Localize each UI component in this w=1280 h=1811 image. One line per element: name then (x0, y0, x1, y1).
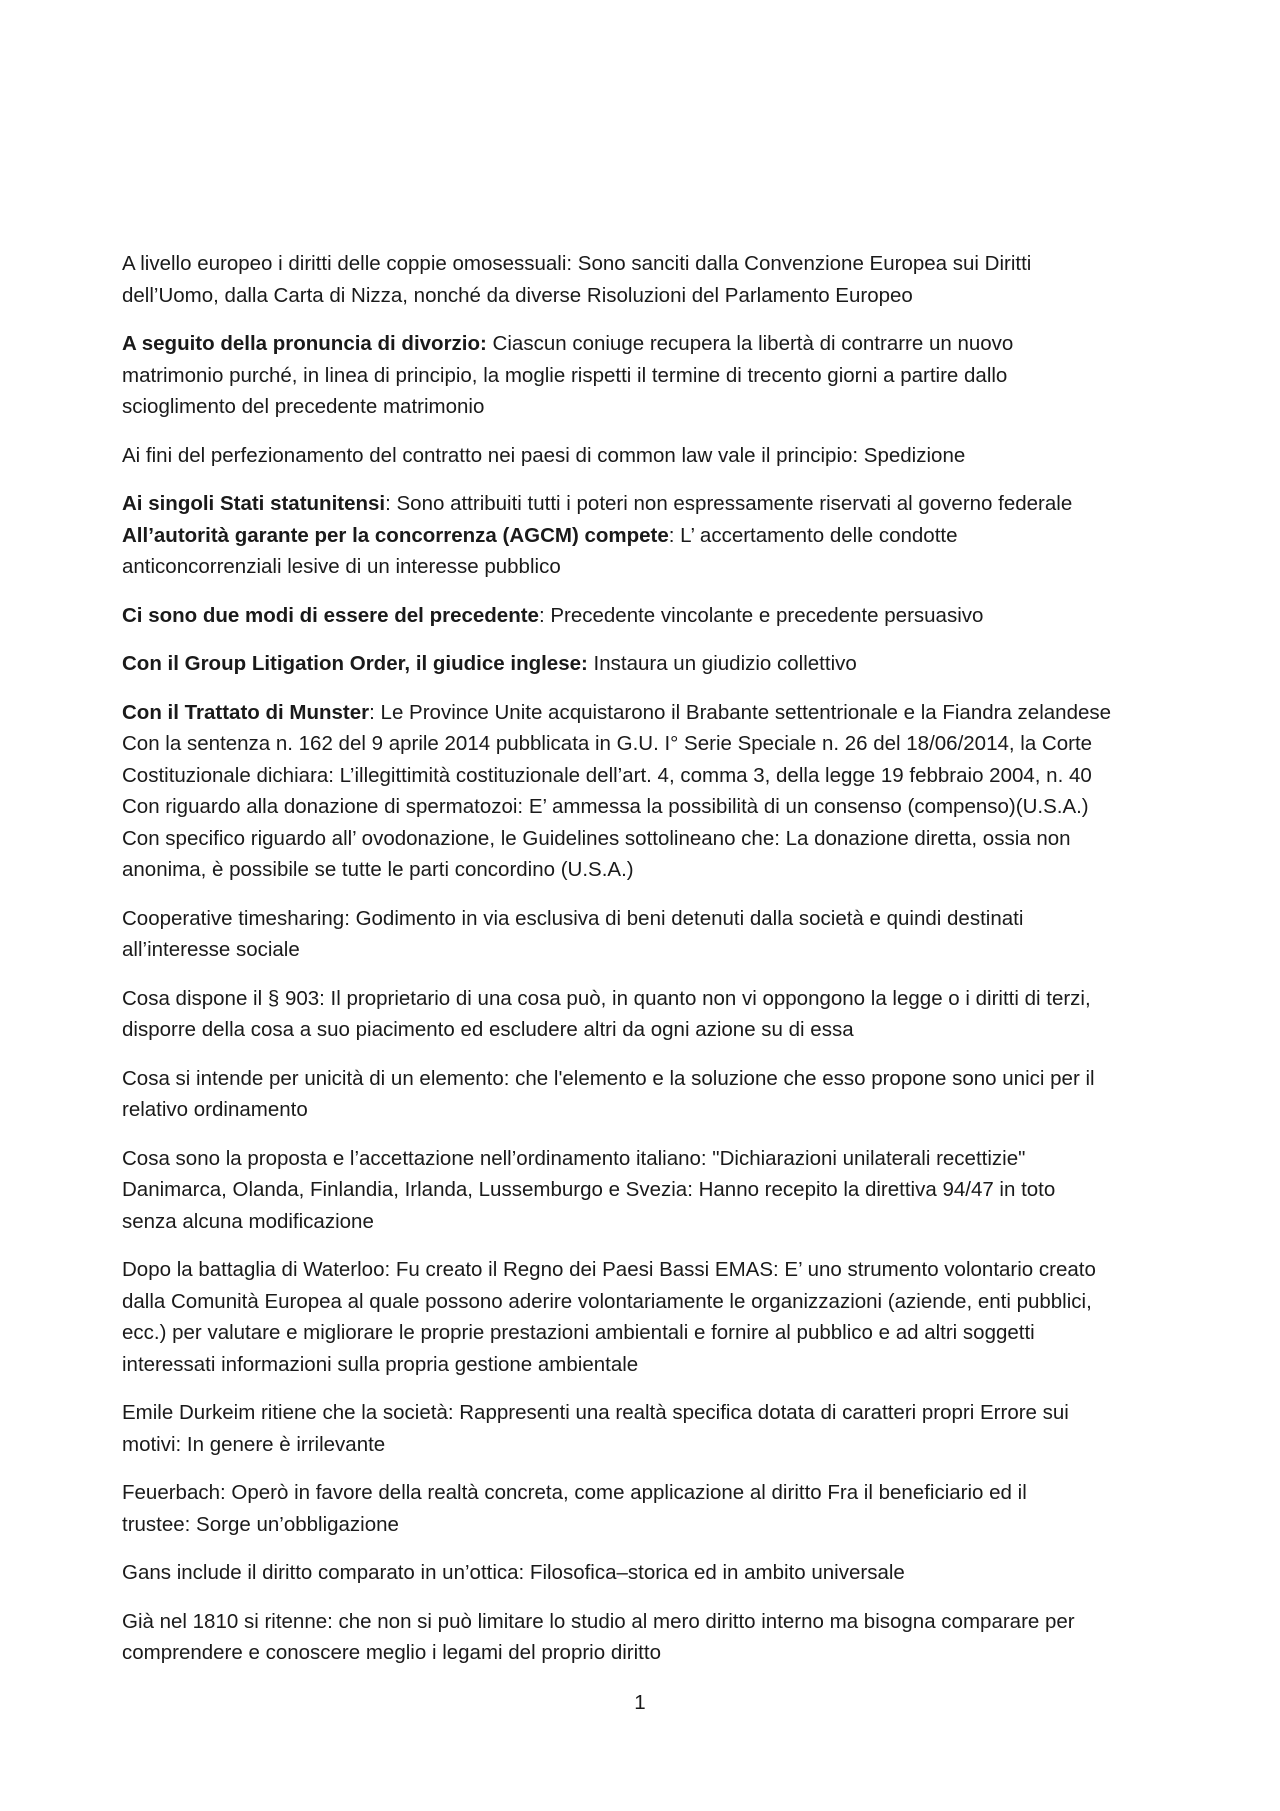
definition-text: : Precedente vincolante e precedente persuasivo (538, 603, 984, 627)
text-line: dell’Uomo, dalla Carta di Nizza, nonché da diverse Risoluzioni del Parlamento Europeo (122, 283, 913, 307)
paragraph-paragrafo-903 (122, 983, 1162, 1046)
text-line (122, 520, 1162, 552)
document-body (122, 248, 1162, 1686)
text-line: scioglimento del precedente matrimonio (122, 395, 485, 418)
text-line: matrimonio purché, in linea di principio, la moglie rispetti il termine di trecento giorni a partire dallo (122, 363, 1008, 387)
text-line: Con riguardo alla donazione di spermatozoi: E’ ammessa la possibilità di un consenso (compenso)(U.S.A.) (122, 795, 1089, 818)
bold-term: All’autorità garante per la concorrenza (AGCM) compete (122, 523, 669, 547)
bold-term: Ci sono due modi di essere del precedente (122, 603, 539, 627)
text-line: anonima, è possibile se tutte le parti concordino (U.S.A.) (122, 858, 634, 881)
text-line: disporre della cosa a suo piacimento ed escludere altri da ogni azione su di essa (122, 1018, 854, 1041)
text-line (122, 328, 1162, 360)
text-line: Con la sentenza n. 162 del 9 aprile 2014 pubblicata in G.U. I° Serie Speciale n. 26 del 18/06/2014, la Corte (122, 732, 1093, 755)
text-line: Gans include il diritto comparato in un’ottica: Filosofica–storica ed in ambito universale (122, 1561, 905, 1584)
text-line: interessati informazioni sulla propria gestione ambientale (122, 1352, 639, 1376)
paragraph-1810 (122, 1606, 1162, 1669)
text-line: Costituzionale dichiara: L’illegittimità costituzionale dell’art. 4, comma 3, della legge 19 febbraio 2004, n. 40 (122, 763, 1092, 787)
bold-term: Con il Group Litigation Order, il giudice inglese: (122, 652, 588, 675)
text-line: Con specifico riguardo all’ ovodonazione, le Guidelines sottolineano che: La donazione diretta, ossia non (122, 826, 1071, 850)
text-line: Cosa dispone il § 903: Il proprietario di una cosa può, in quanto non vi oppongono la legge o i diritti di terzi, (122, 986, 1091, 1010)
bold-term: A seguito della pronuncia di divorzio: (122, 332, 487, 355)
text-line: trustee: Sorge un’obbligazione (122, 1512, 399, 1536)
text-line: motivi: In genere è irrilevante (122, 1432, 386, 1456)
text-line: Già nel 1810 si ritenne: che non si può limitare lo studio al mero diritto interno ma bisogna comparare per (122, 1609, 1075, 1633)
paragraph-cooperative-timesharing (122, 903, 1162, 966)
page-number: 1 (634, 1691, 646, 1714)
paragraph-stati-statunitensi (122, 488, 1162, 520)
bold-term: Con il Trattato di Munster (122, 700, 370, 724)
definition-text: : Le Province Unite acquistarono il Brabante settentrionale e la Fiandra zelandese (369, 700, 1112, 724)
text-line: relativo ordinamento (122, 1098, 308, 1121)
paragraph-divorzio (122, 328, 1162, 423)
paragraph-common-law (122, 440, 1162, 472)
paragraph-trattato-munster (122, 697, 1162, 886)
text-line: Dopo la battaglia di Waterloo: Fu creato il Regno dei Paesi Bassi EMAS: E’ uno strumento volontario creato (122, 1258, 1096, 1281)
text-line: senza alcuna modificazione (122, 1209, 374, 1233)
text-line: Cosa si intende per unicità di un elemento: che l'elemento e la soluzione che esso propone sono unici per il (122, 1066, 1095, 1090)
text-line: ecc.) per valutare e migliorare le proprie prestazioni ambientali e fornire al pubblico e ad altri soggetti (122, 1321, 1035, 1344)
definition-text: : Sono attribuiti tutti i poteri non espressamente riservati al governo federale (385, 492, 1073, 515)
paragraph-group-litigation (122, 648, 1162, 680)
text-line: A livello europeo i diritti delle coppie omosessuali: Sono sanciti dalla Convenzione Europea sui Diritti (122, 252, 1032, 275)
text-line: Cooperative timesharing: Godimento in via esclusiva di beni detenuti dalla società e quindi destinati (122, 906, 1024, 930)
paragraph-gans (122, 1557, 1162, 1589)
text-line (122, 648, 1162, 680)
text-line: Feuerbach: Operò in favore della realtà concreta, come applicazione al diritto Fra il beneficiario ed il (122, 1481, 1027, 1504)
text-line (122, 488, 1162, 520)
text-line: dalla Comunità Europea al quale possono aderire volontariamente le organizzazioni (aziende, enti pubblici, (122, 1289, 1092, 1313)
definition-text: Instaura un giudizio collettivo (587, 652, 857, 675)
definition-text: : L’ accertamento delle condotte (668, 523, 958, 547)
paragraph-proposta-accettazione (122, 1143, 1162, 1238)
paragraph-feuerbach (122, 1477, 1162, 1540)
definition-text: Ciascun coniuge recupera la libertà di contrarre un nuovo (486, 332, 1014, 355)
paragraph-durkeim (122, 1397, 1162, 1460)
text-line: anticoncorrenziali lesive di un interesse pubblico (122, 555, 561, 578)
paragraph-precedente (122, 600, 1162, 632)
text-line (122, 697, 1162, 729)
text-line: Emile Durkeim ritiene che la società: Rappresenti una realtà specifica dotata di caratteri propri Errore sui (122, 1401, 1069, 1424)
text-line: Ai fini del perfezionamento del contratto nei paesi di common law vale il principio: Spedizione (122, 443, 966, 467)
paragraph-agcm (122, 520, 1162, 583)
bold-term: Ai singoli Stati statunitensi (122, 492, 386, 515)
paragraph-waterloo-emas (122, 1254, 1162, 1380)
text-line: Cosa sono la proposta e l’accettazione nell’ordinamento italiano: "Dichiarazioni unilaterali recettizie" (122, 1146, 1026, 1170)
text-line: all’interesse sociale (122, 938, 300, 961)
text-line (122, 600, 1162, 632)
paragraph-unicita (122, 1063, 1162, 1126)
text-line: Danimarca, Olanda, Finlandia, Irlanda, Lussemburgo e Svezia: Hanno recepito la direttiva 94/47 in toto (122, 1178, 1056, 1201)
paragraph-coppie-omosessuali (122, 248, 1162, 311)
text-line: comprendere e conoscere meglio i legami del proprio diritto (122, 1641, 661, 1664)
